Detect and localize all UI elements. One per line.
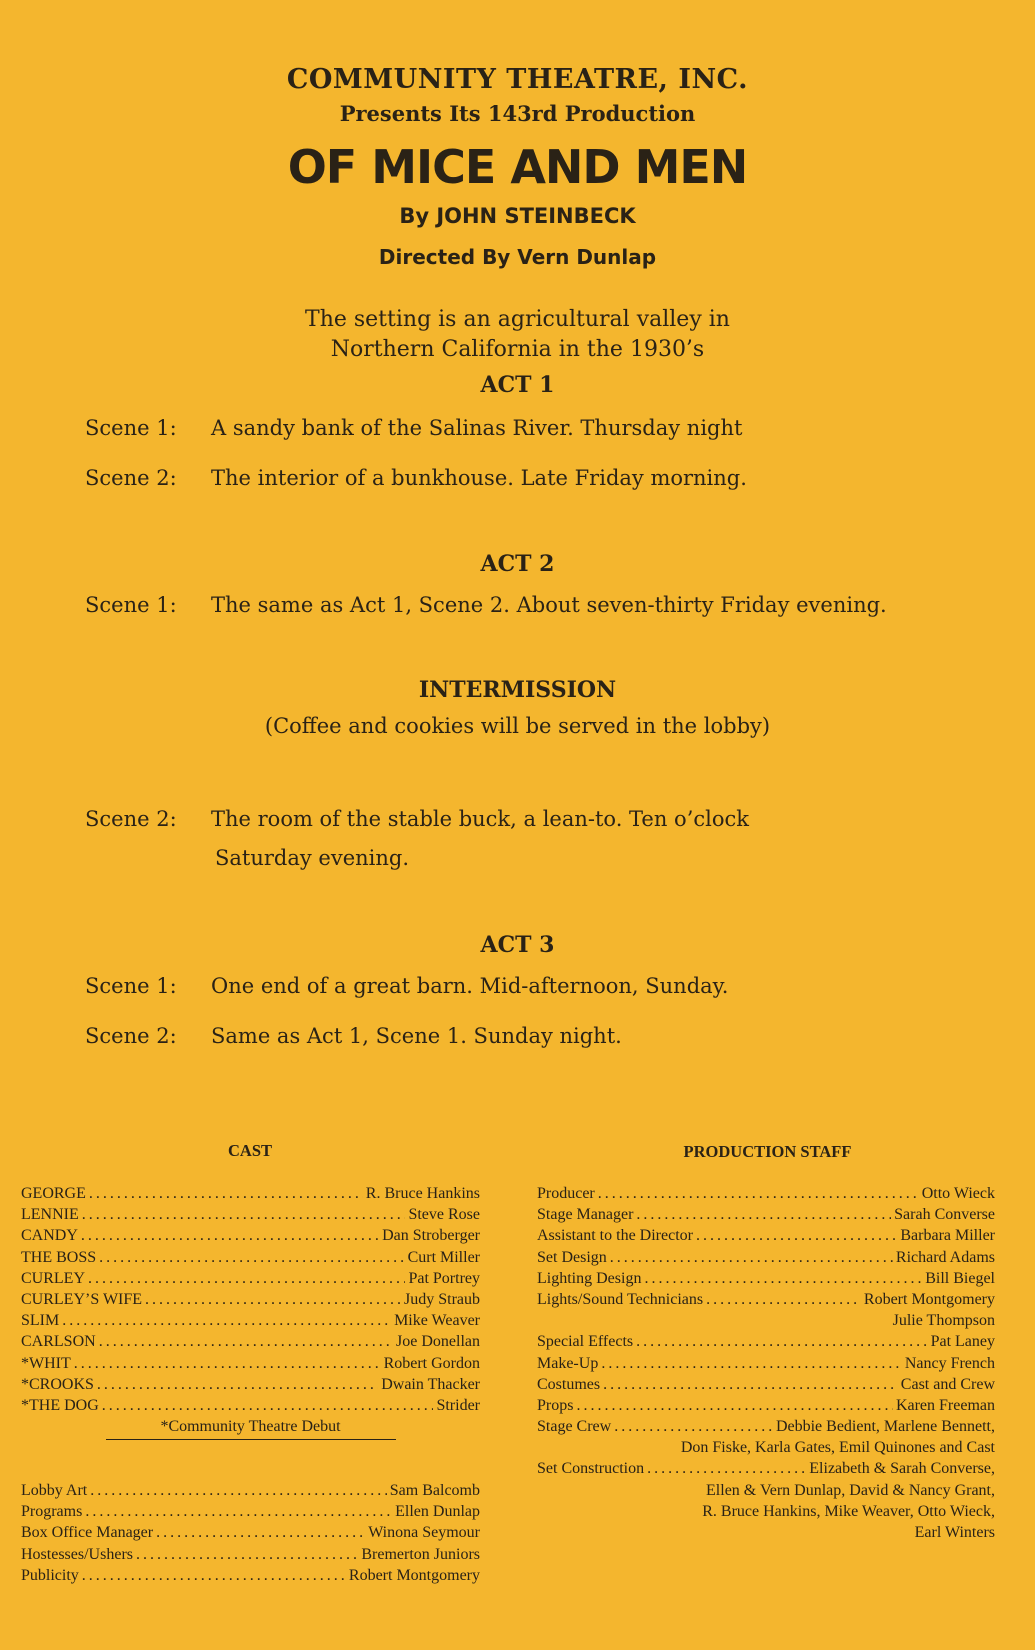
intermission-note: (Coffee and cookies will be served in the lobby): [264, 714, 771, 738]
credit-role: Special Effects: [537, 1333, 634, 1351]
credit-row: [537, 1204, 995, 1225]
credit-row: [537, 1225, 995, 1246]
credit-role: Publicity: [21, 1566, 79, 1584]
credit-name: Joe Donellan: [396, 1333, 480, 1351]
credit-row: [537, 1416, 995, 1437]
credit-name: Elizabeth & Sarah Converse,: [809, 1460, 995, 1478]
credit-role: Producer: [537, 1185, 595, 1202]
intermission-heading: INTERMISSION: [418, 677, 617, 703]
credit-role: *THE DOG: [21, 1396, 99, 1414]
credit-name: Richard Adams: [895, 1248, 995, 1266]
dot-leader: [614, 1416, 773, 1437]
credit-row: [537, 1331, 995, 1352]
credit-name: Strider: [436, 1396, 480, 1414]
credit-role: Props: [537, 1396, 574, 1414]
play-title: OF MICE AND MEN: [287, 140, 748, 194]
dot-leader: [644, 1268, 922, 1289]
credit-name-continued: Ellen & Vern Dunlap, David & Nancy Grant,: [706, 1481, 995, 1499]
cast-list: [21, 1183, 480, 1440]
credit-role: Set Design: [537, 1248, 607, 1266]
credit-role: Programs: [21, 1503, 83, 1521]
credit-role: Lights/Sound Technicians: [537, 1290, 704, 1308]
scene-description: The room of the stable buck, a lean-to. Ten o’clock: [211, 807, 749, 831]
credit-role: Hostesses/Ushers: [21, 1545, 133, 1563]
credit-name: Curt Miller: [407, 1248, 480, 1266]
setting-description: [0, 305, 1035, 365]
credit-role: Costumes: [537, 1375, 601, 1393]
act-3-heading: ACT 3: [480, 932, 555, 958]
dot-leader: [601, 1353, 902, 1374]
production-staff-heading: PRODUCTION STAFF: [683, 1142, 852, 1161]
credit-row: [537, 1268, 995, 1289]
credit-name: Steve Rose: [408, 1206, 480, 1224]
credit-name: Robert Montgomery: [863, 1290, 995, 1308]
credit-role: Make-Up: [537, 1354, 599, 1372]
credit-role: Set Construction: [537, 1460, 645, 1478]
scene-label: Scene 2:: [85, 807, 177, 831]
credit-row: [537, 1183, 995, 1204]
credit-role: GEORGE: [21, 1185, 86, 1202]
dot-leader: [610, 1247, 893, 1268]
credit-name: Sam Balcomb: [389, 1482, 480, 1499]
dot-leader: [136, 1544, 358, 1565]
scene-description: Saturday evening.: [215, 846, 410, 870]
scene-description: The same as Act 1, Scene 2. About seven-thirty Friday evening.: [211, 593, 887, 617]
credit-row: [21, 1268, 480, 1289]
credit-row: [537, 1353, 995, 1374]
credit-name: Dan Stroberger: [382, 1227, 480, 1245]
credit-name: Judy Straub: [404, 1290, 480, 1308]
act-2-heading: ACT 2: [480, 551, 555, 577]
scene-description: The interior of a bunkhouse. Late Friday morning.: [211, 466, 747, 490]
credit-row: [537, 1289, 995, 1310]
credit-row: [21, 1565, 480, 1586]
credit-role: CURLEY: [21, 1269, 85, 1287]
credit-role: CARLSON: [21, 1333, 96, 1351]
credit-row: [537, 1374, 995, 1395]
play-author: By JOHN STEINBECK: [399, 204, 636, 228]
credit-row: [21, 1331, 480, 1352]
credit-name: Sarah Converse: [894, 1206, 995, 1224]
credit-role: CANDY: [21, 1227, 78, 1245]
dot-leader: [603, 1374, 898, 1395]
dot-leader: [102, 1395, 434, 1416]
credit-row: [21, 1353, 480, 1374]
credit-name: R. Bruce Hankins: [365, 1185, 480, 1202]
scene-label: Scene 1:: [85, 593, 177, 617]
organization-name: COMMUNITY THEATRE, INC.: [286, 64, 749, 95]
credit-name: Bremerton Juniors: [361, 1545, 480, 1563]
credit-role: CURLEY’S WIFE: [21, 1290, 143, 1308]
credit-name: Robert Gordon: [383, 1354, 480, 1372]
scene-label: Scene 1:: [85, 416, 177, 440]
credit-row: [21, 1310, 480, 1331]
credit-name: Dwain Thacker: [381, 1375, 480, 1393]
dot-leader: [636, 1204, 891, 1225]
credit-row: [21, 1544, 480, 1565]
credit-row: [537, 1395, 995, 1416]
credit-role: Stage Manager: [537, 1206, 634, 1224]
scene-description: A sandy bank of the Salinas River. Thursday night: [211, 416, 743, 440]
credit-name: Pat Portrey: [408, 1269, 480, 1287]
dot-leader: [74, 1353, 381, 1374]
dot-leader: [706, 1289, 861, 1310]
credit-name-continued: Earl Winters: [914, 1524, 995, 1541]
credit-name-continued: R. Bruce Hankins, Mike Weaver, Otto Wieck,: [702, 1502, 995, 1520]
credit-row: [21, 1374, 480, 1395]
dot-leader: [62, 1310, 391, 1331]
dot-leader: [82, 1565, 346, 1586]
dot-leader: [81, 1225, 379, 1246]
scene-label: Scene 2:: [85, 466, 177, 490]
dot-leader: [576, 1395, 892, 1416]
credit-role: LENNIE: [21, 1206, 79, 1224]
credit-name: Cast and Crew: [900, 1375, 995, 1393]
credit-row: [21, 1204, 480, 1225]
scene-description: Same as Act 1, Scene 1. Sunday night.: [211, 1024, 622, 1048]
credit-name: Mike Weaver: [394, 1312, 480, 1330]
scene-description: One end of a great barn. Mid-afternoon, Sunday.: [211, 974, 729, 998]
credit-name: Nancy French: [904, 1354, 995, 1372]
credit-row: [21, 1225, 480, 1246]
dot-leader: [97, 1374, 378, 1395]
dot-leader: [99, 1247, 404, 1268]
dot-leader: [598, 1183, 919, 1204]
dot-leader: [156, 1522, 365, 1543]
dot-leader: [90, 1480, 387, 1501]
credit-role: Assistant to the Director: [537, 1227, 693, 1245]
dot-leader: [89, 1183, 363, 1204]
credit-row: [21, 1183, 480, 1204]
credit-role: Box Office Manager: [21, 1524, 154, 1542]
dot-leader: [99, 1331, 393, 1352]
dot-leader: [647, 1458, 806, 1479]
dot-leader: [145, 1289, 401, 1310]
credit-row: [537, 1458, 995, 1479]
credit-role: Lighting Design: [537, 1269, 642, 1287]
dot-leader: [85, 1501, 392, 1522]
play-director: Directed By Vern Dunlap: [378, 245, 657, 269]
debut-note: *Community Theatre Debut: [160, 1418, 341, 1436]
credit-row: [21, 1395, 480, 1416]
credit-row: [537, 1247, 995, 1268]
credit-name-continued: Julie Thompson: [892, 1312, 995, 1330]
credit-name: Debbie Bedient, Marlene Bennett,: [775, 1418, 995, 1436]
credit-name: Barbara Miller: [900, 1227, 995, 1245]
credit-name: Ellen Dunlap: [395, 1503, 480, 1521]
setting-line: The setting is an agricultural valley in: [305, 307, 730, 332]
scene-label: Scene 2:: [85, 1024, 177, 1048]
scene-label: Scene 1:: [85, 974, 177, 998]
credit-role: *WHIT: [21, 1354, 71, 1372]
production-number: Presents Its 143rd Production: [339, 101, 696, 126]
credit-name: Robert Montgomery: [348, 1566, 480, 1584]
credit-row: [21, 1480, 480, 1501]
dot-leader: [82, 1204, 406, 1225]
front-of-house-list: [21, 1480, 480, 1586]
credit-role: SLIM: [21, 1312, 60, 1330]
credit-role: *CROOKS: [21, 1375, 94, 1393]
credit-row: [21, 1289, 480, 1310]
production-staff-list: [537, 1183, 995, 1543]
act-1-heading: ACT 1: [480, 372, 555, 398]
credit-role: THE BOSS: [21, 1248, 97, 1266]
dot-leader: [696, 1225, 897, 1246]
debut-rule: [106, 1439, 396, 1440]
credit-name: Bill Biegel: [925, 1269, 995, 1287]
credit-role: Stage Crew: [537, 1418, 612, 1436]
credit-name: Pat Laney: [930, 1333, 995, 1351]
credit-row: [21, 1522, 480, 1543]
credit-name: Karen Freeman: [895, 1396, 995, 1414]
dot-leader: [88, 1268, 405, 1289]
credit-row: [21, 1501, 480, 1522]
cast-heading: CAST: [227, 1141, 272, 1160]
credit-role: Lobby Art: [21, 1482, 88, 1499]
dot-leader: [636, 1331, 927, 1352]
credit-row: [21, 1247, 480, 1268]
credit-name: Winona Seymour: [368, 1524, 480, 1542]
credit-name-continued: Don Fiske, Karla Gates, Emil Quinones and Cast: [680, 1439, 995, 1457]
credit-name: Otto Wieck: [921, 1185, 995, 1202]
setting-line: Northern California in the 1930’s: [330, 337, 705, 362]
